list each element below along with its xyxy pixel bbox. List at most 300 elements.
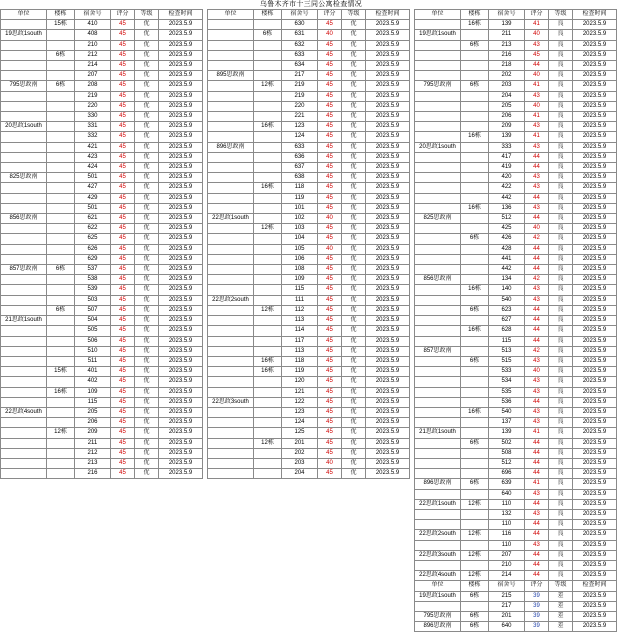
table-row[interactable]	[208, 448, 410, 458]
table-row[interactable]	[208, 469, 410, 479]
cell-room: 636	[282, 152, 318, 162]
cell-grade: 良	[549, 550, 573, 560]
cell-room: 215	[489, 591, 525, 601]
cell-date: 2023.5.9	[366, 20, 410, 30]
cell-floor	[461, 224, 489, 234]
table-row[interactable]	[1, 448, 203, 458]
cell-date: 2023.5.9	[366, 173, 410, 183]
table-row[interactable]	[208, 81, 410, 91]
cell-floor	[461, 520, 489, 530]
table-row[interactable]	[415, 509, 617, 519]
cell-score: 41	[525, 132, 549, 142]
cell-grade: 优	[135, 61, 159, 71]
table-row[interactable]	[415, 91, 617, 101]
table-row[interactable]	[415, 520, 617, 530]
table-row[interactable]	[415, 132, 617, 142]
table-row[interactable]	[1, 163, 203, 173]
table-row[interactable]	[1, 91, 203, 101]
table-row[interactable]	[415, 101, 617, 111]
cell-grade: 良	[549, 30, 573, 40]
table-row[interactable]	[208, 50, 410, 60]
table-row[interactable]	[415, 163, 617, 173]
table-row[interactable]	[1, 295, 203, 305]
table-row[interactable]	[1, 203, 203, 213]
cell-date: 2023.5.9	[159, 193, 203, 203]
table-row[interactable]	[1, 346, 203, 356]
cell-unit	[415, 316, 461, 326]
table-row[interactable]	[208, 295, 410, 305]
cell-unit	[1, 285, 47, 295]
col-header-room: 宿舍号	[75, 10, 111, 20]
table-row[interactable]	[208, 142, 410, 152]
table-row[interactable]	[415, 469, 617, 479]
cell-grade: 优	[342, 254, 366, 264]
table-row[interactable]	[208, 20, 410, 30]
table-row[interactable]	[415, 622, 617, 632]
cell-grade: 良	[549, 254, 573, 264]
cell-date: 2023.5.9	[573, 234, 617, 244]
cell-unit	[1, 91, 47, 101]
table-row[interactable]	[208, 40, 410, 50]
cell-date: 2023.5.9	[366, 244, 410, 254]
table-row[interactable]	[208, 30, 410, 40]
table-row[interactable]	[415, 61, 617, 71]
table-row[interactable]	[415, 499, 617, 509]
cell-score: 41	[525, 20, 549, 30]
cell-score: 45	[318, 203, 342, 213]
table-row[interactable]	[415, 438, 617, 448]
table-row[interactable]	[1, 275, 203, 285]
cell-grade: 优	[135, 265, 159, 275]
table-row[interactable]	[1, 377, 203, 387]
cell-date: 2023.5.9	[573, 458, 617, 468]
table-row[interactable]	[415, 458, 617, 468]
table-row[interactable]	[415, 540, 617, 550]
table-row[interactable]	[415, 50, 617, 60]
cell-floor	[47, 418, 75, 428]
cell-grade: 优	[135, 122, 159, 132]
table-row[interactable]	[208, 234, 410, 244]
cell-unit: 22思政2south	[208, 295, 254, 305]
table-row[interactable]	[415, 418, 617, 428]
table-row[interactable]	[208, 203, 410, 213]
table-row[interactable]	[415, 550, 617, 560]
table-row[interactable]	[415, 571, 617, 581]
cell-date: 2023.5.9	[573, 203, 617, 213]
table-row[interactable]	[208, 244, 410, 254]
table-row[interactable]	[415, 387, 617, 397]
cell-room: 119	[282, 367, 318, 377]
cell-score: 45	[111, 173, 135, 183]
cell-grade: 优	[135, 91, 159, 101]
table-row[interactable]	[415, 285, 617, 295]
cell-score: 43	[525, 285, 549, 295]
table-row[interactable]	[208, 193, 410, 203]
cell-floor	[47, 285, 75, 295]
cell-score: 43	[525, 40, 549, 50]
table-row[interactable]	[415, 214, 617, 224]
table-row[interactable]	[208, 214, 410, 224]
table-row[interactable]	[415, 479, 617, 489]
table-row[interactable]	[1, 101, 203, 111]
table-row[interactable]	[208, 336, 410, 346]
cell-floor: 6栋	[461, 479, 489, 489]
table-row[interactable]	[415, 377, 617, 387]
cell-floor: 16栋	[254, 122, 282, 132]
cell-score: 45	[318, 254, 342, 264]
table-row[interactable]	[1, 387, 203, 397]
cell-floor	[461, 316, 489, 326]
table-row[interactable]	[208, 101, 410, 111]
cell-date: 2023.5.9	[159, 173, 203, 183]
table-row[interactable]	[415, 224, 617, 234]
table-row[interactable]	[415, 305, 617, 315]
table-row[interactable]	[1, 152, 203, 162]
cell-grade: 良	[549, 20, 573, 30]
table-row[interactable]	[415, 295, 617, 305]
table-row[interactable]	[1, 305, 203, 315]
cell-room: 114	[282, 326, 318, 336]
table-row[interactable]	[208, 428, 410, 438]
cell-grade: 优	[135, 71, 159, 81]
cell-score: 40	[525, 224, 549, 234]
table-row[interactable]	[208, 71, 410, 81]
cell-floor: 6栋	[47, 81, 75, 91]
table-row[interactable]	[1, 234, 203, 244]
table-row[interactable]	[415, 193, 617, 203]
cell-room: 420	[489, 173, 525, 183]
cell-grade: 良	[549, 173, 573, 183]
cell-score: 45	[318, 50, 342, 60]
table-row[interactable]	[1, 224, 203, 234]
cell-date: 2023.5.9	[573, 275, 617, 285]
cell-room: 501	[75, 203, 111, 213]
cell-floor	[254, 173, 282, 183]
table-row[interactable]	[415, 489, 617, 499]
cell-date: 2023.5.9	[573, 428, 617, 438]
table-panel-middle	[207, 9, 410, 479]
table-row[interactable]	[415, 316, 617, 326]
table-row[interactable]	[208, 316, 410, 326]
cell-score: 45	[111, 61, 135, 71]
cell-grade: 优	[342, 285, 366, 295]
table-row[interactable]	[208, 407, 410, 417]
cell-unit	[1, 336, 47, 346]
cell-floor: 16栋	[461, 326, 489, 336]
cell-score: 44	[525, 560, 549, 570]
cell-room: 124	[282, 132, 318, 142]
table-row[interactable]	[208, 224, 410, 234]
table-row[interactable]	[208, 163, 410, 173]
table-row[interactable]	[1, 61, 203, 71]
table-row[interactable]	[1, 50, 203, 60]
cell-room: 209	[489, 122, 525, 132]
cell-grade: 良	[549, 275, 573, 285]
cell-grade: 优	[135, 346, 159, 356]
table-row[interactable]	[208, 183, 410, 193]
cell-floor	[461, 560, 489, 570]
table-row[interactable]	[208, 305, 410, 315]
cell-grade: 优	[135, 418, 159, 428]
table-row[interactable]	[415, 183, 617, 193]
cell-room: 202	[489, 71, 525, 81]
cell-date: 2023.5.9	[159, 387, 203, 397]
table-row[interactable]	[415, 346, 617, 356]
col-header-grade: 等级	[549, 10, 573, 20]
cell-grade: 优	[135, 234, 159, 244]
cell-room: 421	[75, 142, 111, 152]
cell-room: 501	[75, 173, 111, 183]
table-row[interactable]	[1, 285, 203, 295]
table-row[interactable]	[1, 132, 203, 142]
table-row[interactable]	[1, 438, 203, 448]
cell-room: 118	[282, 183, 318, 193]
cell-room: 220	[75, 101, 111, 111]
cell-unit: 22思政3south	[208, 397, 254, 407]
cell-score: 40	[318, 244, 342, 254]
cell-score: 44	[525, 530, 549, 540]
table-row[interactable]	[415, 611, 617, 621]
table-row[interactable]	[208, 346, 410, 356]
col-header-unit: 单位	[415, 10, 461, 20]
table-row[interactable]	[208, 112, 410, 122]
cell-grade: 优	[135, 214, 159, 224]
cell-date: 2023.5.9	[159, 346, 203, 356]
cell-score: 45	[318, 326, 342, 336]
cell-score: 44	[525, 265, 549, 275]
table-row[interactable]	[1, 418, 203, 428]
cell-room: 110	[489, 520, 525, 530]
table-row[interactable]	[415, 591, 617, 601]
cell-unit	[1, 244, 47, 254]
table-row[interactable]	[415, 530, 617, 540]
table-row[interactable]	[208, 61, 410, 71]
cell-score: 40	[318, 30, 342, 40]
cell-unit	[415, 295, 461, 305]
cell-grade: 优	[342, 265, 366, 275]
cell-room: 123	[282, 122, 318, 132]
table-row[interactable]	[208, 91, 410, 101]
table-row[interactable]	[208, 275, 410, 285]
cell-unit	[1, 367, 47, 377]
table-row[interactable]	[208, 356, 410, 366]
table-row[interactable]	[1, 214, 203, 224]
table-row[interactable]	[208, 254, 410, 264]
cell-unit	[208, 285, 254, 295]
cell-date: 2023.5.9	[159, 112, 203, 122]
cell-unit: 22思政2south	[415, 530, 461, 540]
table-row[interactable]	[415, 336, 617, 346]
cell-date: 2023.5.9	[573, 214, 617, 224]
table-row[interactable]	[415, 20, 617, 30]
cell-floor	[461, 458, 489, 468]
table-row[interactable]	[415, 30, 617, 40]
cell-floor: 6栋	[461, 81, 489, 91]
cell-room: 442	[489, 265, 525, 275]
cell-unit	[415, 326, 461, 336]
cell-date: 2023.5.9	[366, 407, 410, 417]
cell-unit	[415, 183, 461, 193]
cell-grade: 良	[549, 469, 573, 479]
cell-room: 217	[489, 601, 525, 611]
table-row[interactable]	[208, 285, 410, 295]
table-row[interactable]	[208, 152, 410, 162]
cell-room: 204	[489, 91, 525, 101]
table-row[interactable]	[415, 448, 617, 458]
table-row[interactable]	[415, 234, 617, 244]
cell-date: 2023.5.9	[366, 193, 410, 203]
cell-room: 116	[489, 530, 525, 540]
cell-score: 44	[525, 244, 549, 254]
cell-floor	[47, 254, 75, 264]
table-row[interactable]	[415, 122, 617, 132]
table-row[interactable]	[208, 438, 410, 448]
cell-room: 639	[489, 479, 525, 489]
cell-date: 2023.5.9	[573, 30, 617, 40]
table-row[interactable]	[1, 397, 203, 407]
cell-grade: 良	[549, 316, 573, 326]
cell-grade: 优	[135, 448, 159, 458]
cell-score: 39	[525, 622, 549, 632]
cell-date: 2023.5.9	[573, 152, 617, 162]
table-row[interactable]	[208, 132, 410, 142]
cell-grade: 优	[135, 193, 159, 203]
table-row[interactable]	[415, 601, 617, 611]
cell-unit	[208, 316, 254, 326]
cell-room: 212	[75, 50, 111, 60]
cell-unit	[208, 234, 254, 244]
table-row[interactable]	[1, 81, 203, 91]
cell-floor	[47, 132, 75, 142]
table-row[interactable]	[415, 407, 617, 417]
table-row[interactable]	[1, 428, 203, 438]
table-row[interactable]	[415, 152, 617, 162]
table-row[interactable]	[415, 71, 617, 81]
cell-floor	[47, 91, 75, 101]
cell-unit: 22思政4south	[1, 407, 47, 417]
table-row[interactable]	[415, 560, 617, 570]
cell-floor: 15栋	[47, 20, 75, 30]
cell-unit	[415, 122, 461, 132]
table-row[interactable]	[1, 20, 203, 30]
cell-floor	[461, 377, 489, 387]
table-row[interactable]	[415, 40, 617, 50]
cell-floor: 16栋	[461, 407, 489, 417]
cell-floor	[47, 122, 75, 132]
table-row[interactable]	[1, 367, 203, 377]
table-row[interactable]	[1, 265, 203, 275]
cell-floor: 6栋	[47, 50, 75, 60]
table-row[interactable]	[415, 112, 617, 122]
table-row[interactable]	[415, 254, 617, 264]
cell-floor	[254, 214, 282, 224]
table-row[interactable]	[415, 397, 617, 407]
cell-score: 45	[111, 254, 135, 264]
table-row[interactable]	[208, 326, 410, 336]
cell-floor	[47, 193, 75, 203]
table-row[interactable]	[1, 407, 203, 417]
cell-date: 2023.5.9	[573, 530, 617, 540]
table-row[interactable]	[208, 173, 410, 183]
table-row[interactable]	[1, 183, 203, 193]
cell-unit: 896思政南	[415, 479, 461, 489]
cell-score: 45	[111, 377, 135, 387]
cell-room: 220	[282, 101, 318, 111]
table-row[interactable]	[1, 112, 203, 122]
cell-floor: 12栋	[47, 428, 75, 438]
table-row[interactable]	[208, 418, 410, 428]
cell-score: 45	[318, 152, 342, 162]
cell-grade: 优	[342, 438, 366, 448]
cell-floor: 12栋	[461, 499, 489, 509]
table-row[interactable]	[1, 142, 203, 152]
table-row[interactable]	[415, 356, 617, 366]
table-row[interactable]	[415, 142, 617, 152]
table-row[interactable]	[415, 265, 617, 275]
table-row[interactable]	[415, 203, 617, 213]
col-header-date: 检查时间	[366, 10, 410, 20]
cell-score: 43	[525, 407, 549, 417]
cell-grade: 优	[342, 397, 366, 407]
cell-floor	[254, 458, 282, 468]
table-row[interactable]	[415, 173, 617, 183]
cell-date: 2023.5.9	[159, 203, 203, 213]
table-row[interactable]	[1, 244, 203, 254]
cell-score: 45	[111, 193, 135, 203]
cell-grade: 优	[135, 173, 159, 183]
table-row[interactable]	[208, 122, 410, 132]
table-row[interactable]	[1, 30, 203, 40]
table-row[interactable]	[415, 428, 617, 438]
table-row[interactable]	[415, 326, 617, 336]
cell-score: 45	[318, 418, 342, 428]
table-row[interactable]	[208, 377, 410, 387]
table-row[interactable]	[1, 122, 203, 132]
table-row[interactable]	[1, 356, 203, 366]
cell-floor	[254, 418, 282, 428]
cell-score: 42	[525, 275, 549, 285]
table-row[interactable]	[1, 254, 203, 264]
cell-score: 43	[525, 173, 549, 183]
cell-unit	[1, 356, 47, 366]
cell-date: 2023.5.9	[573, 112, 617, 122]
table-row[interactable]	[208, 367, 410, 377]
cell-unit	[415, 244, 461, 254]
table-row[interactable]	[1, 316, 203, 326]
table-row[interactable]	[1, 469, 203, 479]
table-row[interactable]	[1, 173, 203, 183]
table-row[interactable]	[1, 71, 203, 81]
table-row[interactable]	[1, 336, 203, 346]
cell-unit	[208, 356, 254, 366]
table-row[interactable]	[415, 367, 617, 377]
table-row[interactable]	[208, 387, 410, 397]
table-row[interactable]	[208, 458, 410, 468]
table-row[interactable]	[1, 326, 203, 336]
cell-unit	[415, 71, 461, 81]
table-row[interactable]	[1, 458, 203, 468]
table-row[interactable]	[415, 275, 617, 285]
table-row[interactable]	[1, 40, 203, 50]
cell-floor	[254, 193, 282, 203]
table-row[interactable]	[415, 244, 617, 254]
cell-score: 44	[525, 214, 549, 224]
table-row[interactable]	[415, 81, 617, 91]
cell-grade: 优	[342, 50, 366, 60]
table-row[interactable]	[208, 397, 410, 407]
table-row[interactable]	[1, 193, 203, 203]
table-row[interactable]	[208, 265, 410, 275]
